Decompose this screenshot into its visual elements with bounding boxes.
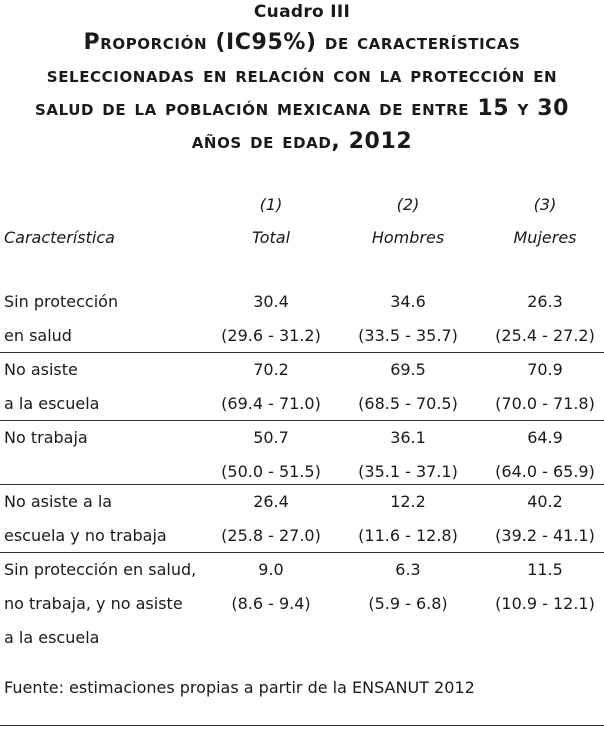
table-number: Cuadro III — [253, 2, 351, 22]
value-cell: 12.2 — [390, 492, 426, 511]
value-cell: 26.4 — [253, 492, 289, 511]
ci-cell: (25.8 - 27.0) — [221, 526, 321, 545]
ci-cell: (35.1 - 37.1) — [358, 462, 458, 481]
ci-cell: (68.5 - 70.5) — [358, 394, 458, 413]
row-label-line: en salud — [4, 326, 72, 345]
row-label-line: Sin protección en salud, — [4, 560, 197, 579]
value-cell: 34.6 — [390, 292, 426, 311]
ci-cell: (33.5 - 35.7) — [358, 326, 458, 345]
row-label-line: No asiste — [4, 360, 78, 379]
row-label-line: a la escuela — [4, 628, 100, 647]
ci-cell: (5.9 - 6.8) — [368, 594, 448, 613]
title-line-3: salud de la población mexicana de entre 15 y 30 — [34, 96, 570, 121]
value-cell: 30.4 — [253, 292, 289, 311]
row-label-line: no trabaja, y no asiste — [4, 594, 183, 613]
ci-cell: (25.4 - 27.2) — [495, 326, 595, 345]
column-header-mujeres: Mujeres — [513, 228, 577, 247]
row-label-line: No trabaja — [4, 428, 88, 447]
ci-cell: (29.6 - 31.2) — [221, 326, 321, 345]
value-cell: 6.3 — [395, 560, 421, 579]
row-header-label: Característica — [4, 228, 115, 247]
row-divider — [0, 552, 604, 553]
value-cell: 26.3 — [527, 292, 563, 311]
column-header-total: Total — [251, 228, 291, 247]
value-cell: 36.1 — [390, 428, 426, 447]
row-divider — [0, 420, 604, 421]
row-label-line: Sin protección — [4, 292, 119, 311]
row-divider — [0, 484, 604, 485]
value-cell: 40.2 — [527, 492, 563, 511]
row-divider — [0, 352, 604, 353]
ci-cell: (69.4 - 71.0) — [221, 394, 321, 413]
title-line-2: seleccionadas en relación con la protección en — [46, 63, 558, 88]
row-label-line: a la escuela — [4, 394, 100, 413]
value-cell: 69.5 — [390, 360, 426, 379]
bottom-rule — [0, 725, 604, 726]
ci-cell: (8.6 - 9.4) — [231, 594, 311, 613]
source-note: Fuente: estimaciones propias a partir de la ENSANUT 2012 — [4, 678, 475, 697]
ci-cell: (70.0 - 71.8) — [495, 394, 595, 413]
ci-cell: (50.0 - 51.5) — [221, 462, 321, 481]
value-cell: 11.5 — [527, 560, 563, 579]
ci-cell: (39.2 - 41.1) — [495, 526, 595, 545]
column-number-mujeres: (3) — [533, 195, 557, 214]
ci-cell: (64.0 - 65.9) — [495, 462, 595, 481]
column-header-hombres: Hombres — [371, 228, 445, 247]
row-label-line: escuela y no trabaja — [4, 526, 167, 545]
column-number-hombres: (2) — [396, 195, 420, 214]
column-number-total: (1) — [259, 195, 283, 214]
value-cell: 9.0 — [258, 560, 284, 579]
row-label-line: No asiste a la — [4, 492, 113, 511]
title-line-4: años de edad, 2012 — [191, 129, 413, 154]
ci-cell: (10.9 - 12.1) — [495, 594, 595, 613]
value-cell: 50.7 — [253, 428, 289, 447]
value-cell: 70.9 — [527, 360, 563, 379]
ci-cell: (11.6 - 12.8) — [358, 526, 458, 545]
value-cell: 70.2 — [253, 360, 289, 379]
title-line-1: Proporción (IC95%) de características — [83, 30, 521, 55]
value-cell: 64.9 — [527, 428, 563, 447]
